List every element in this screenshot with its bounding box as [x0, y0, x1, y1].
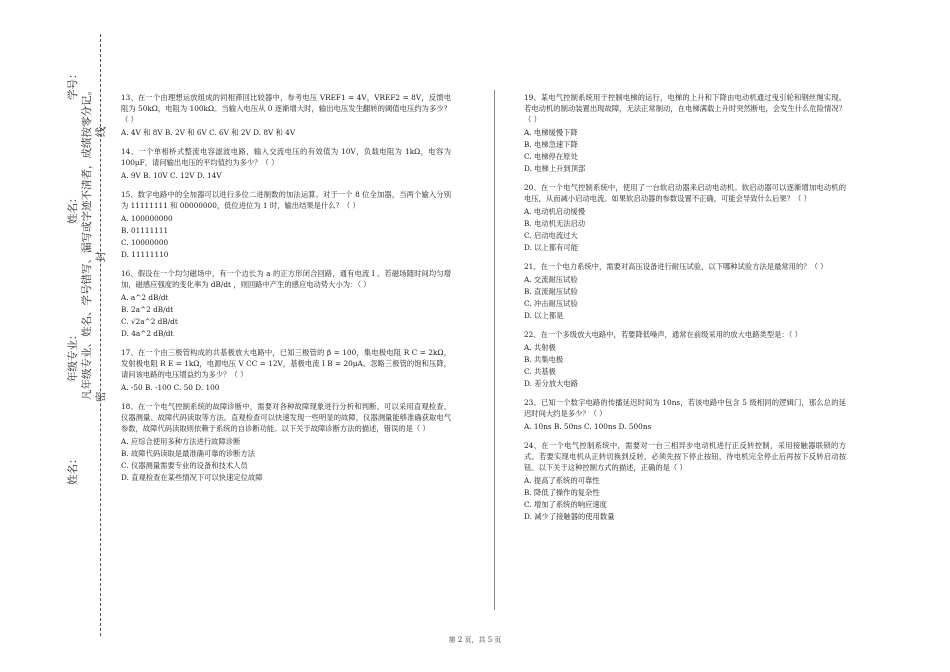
margin-seal-feng: 封: [95, 251, 107, 262]
page-footer: 第 2 页，共 5 页: [448, 636, 502, 644]
question-stem: 17、在一个由三极管构成的共基极放大电路中，已知三极管的 β = 100，集电极电阻 R C = 2kΩ，发射极电阻 R E = 1kΩ，电源电压 V CC = 12V，基极电流 I B = 20μA。忽略三极管的饱和压降，请问该电路的电压增益约为多少？（ ）: [121, 348, 451, 379]
question-stem: 23、已知一个数字电路的传播延迟时间为 10ns，若该电路中包含 5 级相同的逻辑门，那么总的延迟时间大约是多少？（ ）: [524, 398, 846, 418]
option-c: C. 10000000: [121, 238, 169, 247]
option-b: B. 降低了操作的复杂性: [524, 488, 600, 497]
question-13: [121, 92, 451, 138]
question-22: [524, 329, 846, 389]
option-a: A. 电动机启动缓慢: [524, 207, 585, 216]
question-21: [524, 261, 846, 321]
option-d: D. 减少了接触器的使用数量: [524, 512, 615, 521]
binding-margin: [0, 0, 110, 672]
option-a: A. 共射极: [524, 343, 556, 352]
option-c: C. 仪器测量需要专业的设备和技术人员: [121, 461, 248, 470]
question-options: A. 10ns B. 50ns C. 100ns D. 500ns: [524, 422, 652, 431]
option-b: B. 2a^2 dB/dt: [121, 305, 174, 314]
option-c: C. 启动电流过大: [524, 231, 578, 240]
question-24: [524, 440, 846, 522]
option-b: B. 直流耐压试验: [524, 287, 578, 296]
question-stem: 24、在一个电气控制系统中，需要对一台三相异步电动机进行正反转控制，采用接触器联锁的方式。若要实现电机从正转切换到反转，必须先按下停止按钮，待电机完全停止后再按下反转启动按钮。以下关于这种控制方式的描述，正确的是（ ）: [524, 441, 846, 472]
option-a: A. 100000000: [121, 214, 173, 223]
question-16: [121, 268, 451, 339]
question-stem: 15、数字电路中的全加器可以进行多位二进制数的加法运算。对于一个 8 位全加器，当两个输入分别为 11111111 和 00000000，低位进位为 1 时，输出结果是什么？（ ）: [121, 190, 451, 210]
option-a: A. 电梯缓慢下降: [524, 128, 578, 137]
question-18: [121, 401, 451, 483]
question-14: [121, 146, 451, 181]
question-23: [524, 397, 846, 432]
option-c: C. 增加了系统的响应速度: [524, 500, 607, 509]
option-d: D. 电梯上升到顶部: [524, 164, 586, 173]
question-stem: 13、在一个由理想运放组成的同相滞回比较器中，参考电压 VREF1 = 4V，VREF2 = 8V，反馈电阻为 50kΩ，电阻为 100kΩ。当输入电压从 0 逐渐增大时，输出电压发生翻转的阈值电压约为多少？（ ）: [121, 93, 451, 124]
question-stem: 21、在一个电力系统中，需要对高压设备进行耐压试验，以下哪种试验方法是最常用的？（ ）: [524, 262, 828, 271]
margin-id-label: 学号：: [67, 68, 79, 100]
right-column: [524, 92, 846, 530]
question-stem: 22、在一个多级放大电路中，若要降低噪声，通常在前级采用的放大电路类型是：（ ）: [524, 330, 802, 339]
option-d: D. 以上都是: [524, 311, 564, 320]
question-stem: 20、在一个电气控制系统中，使用了一台软启动器来启动电动机。软启动器可以逐渐增加电动机的电压，从而减小启动电流。如果软启动器的参数设置不正确，可能会导致什么后果？（ ）: [524, 183, 846, 203]
margin-seal-notice: 凡年级专业、姓名、学号错写、漏写或字迹不清者，成绩按零分记。: [81, 85, 93, 400]
question-19: [524, 92, 846, 174]
option-a: A. 提高了系统的可靠性: [524, 476, 600, 485]
option-c: C. 共基极: [524, 367, 556, 376]
option-d: D. 4a^2 dB/dt: [121, 329, 174, 338]
option-c: C. √2a^2 dB/dt: [121, 317, 178, 326]
margin-seal-mi: 密: [95, 391, 107, 402]
question-stem: 14、一个单相桥式整流电容滤波电路，输入交流电压的有效值为 10V，负载电阻为 1kΩ，电容为 100μF，请问输出电压的平均值约为多少？（ ）: [121, 147, 451, 167]
margin-seal-xian: 线: [95, 126, 107, 137]
option-d: D. 11111110: [121, 250, 169, 259]
left-column: [121, 92, 451, 491]
option-c: C. 电梯停在原处: [524, 152, 578, 161]
cut-line: [100, 34, 101, 636]
option-b: B. 01111111: [121, 226, 169, 235]
question-15: [121, 189, 451, 260]
question-stem: 18、在一个电气控制系统的故障诊断中，需要对各种故障现象进行分析和判断。可以采用直观检查、仪器测量、故障代码读取等方法。直观检查可以快速发现一些明显的故障，仪器测量能够准确获取电气参数，故障代码读取则依赖于系统的自诊断功能。以下关于故障诊断方法的描述，错误的是（ ）: [121, 402, 451, 433]
question-options: A. -50 B. -100 C. 50 D. 100: [121, 383, 220, 392]
option-a: A. 交流耐压试验: [524, 275, 578, 284]
question-options: A. 9V B. 10V C. 12V D. 14V: [121, 171, 222, 180]
question-stem: 16、假设在一个均匀磁场中，有一个边长为 a 的正方形闭合回路，通有电流 I 。若磁场随时间均匀增加，磁感应强度的变化率为 dB/dt ，则回路中产生的感应电动势大小为：（ ）: [121, 269, 451, 289]
question-20: [524, 182, 846, 253]
margin-school-label: 姓名：: [67, 453, 79, 485]
option-b: B. 电梯急速下降: [524, 140, 578, 149]
option-d: D. 差分放大电路: [524, 379, 579, 388]
margin-name-label: 姓名：: [67, 192, 79, 224]
option-b: B. 共集电极: [524, 355, 564, 364]
margin-major-label: 年级专业：: [67, 329, 79, 382]
question-17: [121, 347, 451, 393]
option-d: D. 直观检查在某些情况下可以快速定位故障: [121, 473, 263, 482]
option-c: C. 冲击耐压试验: [524, 299, 578, 308]
question-stem: 19、某电气控制系统用于控制电梯的运行，电梯的上升和下降由电动机通过曳引轮和钢丝绳实现。若电动机的制动装置出现故障，无法正常制动，在电梯满载上升时突然断电，会发生什么危险情况？（ ）: [524, 93, 846, 124]
option-b: B. 电动机无法启动: [524, 219, 586, 228]
option-d: D. 以上都有可能: [524, 243, 579, 252]
option-a: A. 应综合使用多种方法进行故障诊断: [121, 437, 241, 446]
question-options: A. 4V 和 8V B. 2V 和 6V C. 6V 和 2V D. 8V 和 4V: [121, 128, 296, 137]
option-b: B. 故障代码读取是最准确可靠的诊断方法: [121, 449, 256, 458]
column-divider: [494, 90, 495, 610]
option-a: A. a^2 dB/dt: [121, 293, 169, 302]
